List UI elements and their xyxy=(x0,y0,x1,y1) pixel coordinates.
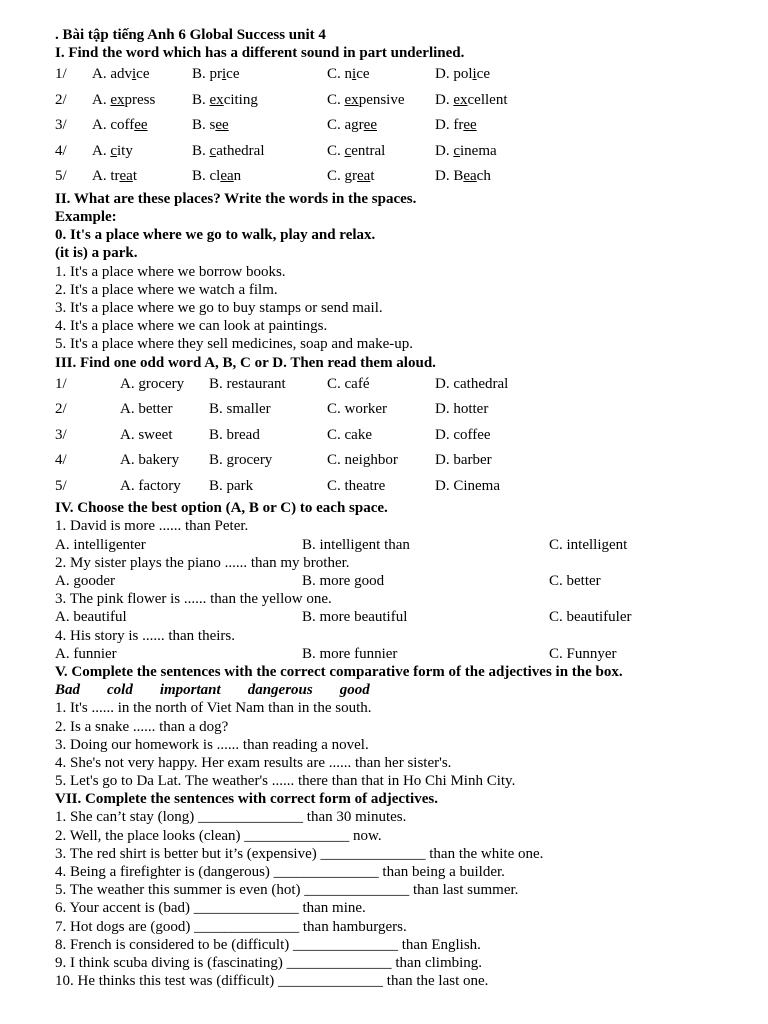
option: C. theatre xyxy=(327,477,386,494)
options-row xyxy=(55,536,745,554)
box-word: important xyxy=(159,682,221,699)
option: C. nice xyxy=(327,66,370,83)
option: A. city xyxy=(92,142,133,159)
underlined-part: ex xyxy=(453,91,468,108)
question-row xyxy=(55,448,745,474)
question: 3. It's a place where we go to buy stamps or send mail. xyxy=(55,300,383,316)
question: 6. Your accent is (bad) ______________ than mine. xyxy=(55,900,366,917)
section-1-heading: I. Find the word which has a different sound in part underlined. xyxy=(55,45,465,62)
section-4-items xyxy=(55,517,745,663)
question-number: 3/ xyxy=(55,117,67,134)
option: A. better xyxy=(120,401,173,418)
option: D. barber xyxy=(435,452,492,469)
question-number: 5/ xyxy=(55,477,67,494)
box-word: good xyxy=(339,682,370,699)
option: D. Beach xyxy=(435,168,491,185)
option: D. coffee xyxy=(435,426,491,443)
section-5-heading: V. Complete the sentences with the correct comparative form of the adjectives in the box. xyxy=(55,663,623,680)
options-row xyxy=(55,572,745,590)
question: 3. Doing our homework is ...... than reading a novel. xyxy=(55,736,369,753)
underlined-part: c xyxy=(110,142,118,159)
option: C. café xyxy=(327,375,370,392)
question: 4. She's not very happy. Her exam results are ...... than her sister's. xyxy=(55,754,452,771)
question: 2. My sister plays the piano ...... than my brother. xyxy=(55,554,350,571)
question-number: 3/ xyxy=(55,426,67,443)
option: C. central xyxy=(327,142,386,159)
box-word: dangerous xyxy=(247,682,313,699)
option: A. bakery xyxy=(120,452,180,469)
question-row xyxy=(55,139,745,165)
option: D. police xyxy=(435,66,490,83)
question-row xyxy=(55,88,745,114)
underlined-part: ee xyxy=(134,117,148,134)
underlined-part: ea xyxy=(119,168,133,185)
section-7-heading: VII. Complete the sentences with correct form of adjectives. xyxy=(55,791,438,808)
question-row xyxy=(55,62,745,88)
worksheet xyxy=(55,26,745,990)
underlined-part: ee xyxy=(363,117,377,134)
option: C. beautifuler xyxy=(549,609,632,626)
option: D. hotter xyxy=(435,401,489,418)
underlined-part: ea xyxy=(463,168,477,185)
underlined-part: ex xyxy=(344,91,359,108)
question: 5. It's a place where they sell medicines, soap and make-up. xyxy=(55,336,413,353)
question: 1. It's ...... in the north of Viet Nam than in the south. xyxy=(55,700,372,717)
question-number: 2/ xyxy=(55,91,67,108)
question: 10. He thinks this test was (difficult) ______________ than the last one. xyxy=(55,973,489,990)
option: D. cinema xyxy=(435,142,497,159)
option: B. see xyxy=(192,117,229,134)
option: A. intelligenter xyxy=(55,536,146,553)
option: C. great xyxy=(327,168,375,185)
option: B. smaller xyxy=(209,401,271,418)
question-number: 2/ xyxy=(55,401,67,418)
option: B. grocery xyxy=(209,452,273,469)
question-row xyxy=(55,474,745,500)
option: B. more beautiful xyxy=(302,609,408,626)
question: 7. Hot dogs are (good) ______________ than hamburgers. xyxy=(55,918,407,935)
question: 1. David is more ...... than Peter. xyxy=(55,518,249,535)
option: D. free xyxy=(435,117,477,134)
box-word: cold xyxy=(107,682,133,699)
option: C. agree xyxy=(327,117,377,134)
option: A. funnier xyxy=(55,645,117,662)
underlined-part: i xyxy=(352,66,357,83)
option: A. grocery xyxy=(120,375,185,392)
question: 2. Is a snake ...... than a dog? xyxy=(55,718,229,735)
question: 1. It's a place where we borrow books. xyxy=(55,263,286,280)
option: A. express xyxy=(92,91,156,108)
question-row xyxy=(55,423,745,449)
option: B. clean xyxy=(192,168,242,185)
question: 2. It's a place where we watch a film. xyxy=(55,281,278,298)
underlined-part: ee xyxy=(463,117,477,134)
option: C. Funnyer xyxy=(549,645,617,662)
option: B. price xyxy=(192,66,240,83)
option: A. beautiful xyxy=(55,609,127,626)
question: 1. She can’t stay (long) ______________ than 30 minutes. xyxy=(55,809,407,826)
adjective-box xyxy=(55,681,745,699)
option: A. gooder xyxy=(55,573,115,589)
worksheet-title: . Bài tập tiếng Anh 6 Global Success unit 4 xyxy=(55,27,326,43)
box-word: Bad xyxy=(55,682,81,699)
question: 5. The weather this summer is even (hot) ______________ than last summer. xyxy=(55,882,519,899)
question-number: 1/ xyxy=(55,66,67,83)
question: 2. Well, the place looks (clean) ______________ now. xyxy=(55,827,382,844)
option: C. intelligent xyxy=(549,536,628,553)
question: 4. Being a firefighter is (dangerous) ______________ than being a builder. xyxy=(55,864,505,880)
question-row xyxy=(55,397,745,423)
options-row xyxy=(55,608,745,626)
question: 5. Let's go to Da Lat. The weather's ...... there than that in Ho Chi Minh City. xyxy=(55,773,516,790)
underlined-part: ea xyxy=(220,168,234,185)
option: C. worker xyxy=(327,401,387,418)
options-row xyxy=(55,645,745,663)
option: C. neighbor xyxy=(327,452,398,469)
underlined-part: ea xyxy=(357,168,371,185)
question-number: 1/ xyxy=(55,375,67,392)
underlined-part: ee xyxy=(215,117,229,134)
option: B. bread xyxy=(209,426,260,443)
question: 9. I think scuba diving is (fascinating) ______________ than climbing. xyxy=(55,954,483,971)
option: C. cake xyxy=(327,426,372,443)
option: D. excellent xyxy=(435,91,508,108)
question-row xyxy=(55,372,745,398)
option: B. exciting xyxy=(192,91,258,108)
question-number: 4/ xyxy=(55,142,67,159)
option: B. restaurant xyxy=(209,375,286,392)
question: 4. His story is ...... than theirs. xyxy=(55,627,235,644)
question-row xyxy=(55,164,745,190)
option: C. expensive xyxy=(327,91,405,108)
underlined-part: i xyxy=(132,66,137,83)
question: 3. The red shirt is better but it’s (expensive) ______________ than the white one. xyxy=(55,845,544,862)
underlined-part: ex xyxy=(110,91,125,108)
section-2-heading: II. What are these places? Write the words in the spaces. xyxy=(55,190,417,207)
option: B. cathedral xyxy=(192,142,265,159)
example-label: Example: xyxy=(55,209,117,226)
underlined-part: c xyxy=(344,142,352,159)
option: B. more funnier xyxy=(302,645,398,662)
section-3-rows xyxy=(55,372,745,500)
section-4-heading: IV. Choose the best option (A, B or C) to each space. xyxy=(55,500,388,517)
option: A. sweet xyxy=(120,426,173,443)
option: D. Cinema xyxy=(435,477,500,494)
underlined-part: i xyxy=(222,66,227,83)
example-question: 0. It's a place where we go to walk, play and relax. xyxy=(55,227,376,244)
question: 4. It's a place where we can look at paintings. xyxy=(55,318,328,335)
option: A. advice xyxy=(92,66,150,83)
underlined-part: i xyxy=(472,66,477,83)
underlined-part: c xyxy=(453,142,461,159)
option: B. park xyxy=(209,477,254,494)
option: D. cathedral xyxy=(435,375,509,392)
underlined-part: ex xyxy=(209,91,224,108)
question: 8. French is considered to be (difficult) ______________ than English. xyxy=(55,936,481,953)
underlined-part: c xyxy=(209,142,217,159)
question: 3. The pink flower is ...... than the yellow one. xyxy=(55,591,332,608)
option: A. coffee xyxy=(92,117,148,134)
section-3-heading: III. Find one odd word A, B, C or D. Then read them aloud. xyxy=(55,354,436,371)
option: A. treat xyxy=(92,168,137,185)
question-number: 4/ xyxy=(55,452,67,469)
question-row xyxy=(55,113,745,139)
option: B. more good xyxy=(302,573,385,589)
example-answer: (it is) a park. xyxy=(55,245,138,262)
section-1-rows xyxy=(55,62,745,190)
option: A. factory xyxy=(120,477,181,494)
question-number: 5/ xyxy=(55,168,67,185)
option: B. intelligent than xyxy=(302,536,410,553)
option: C. better xyxy=(549,573,601,589)
